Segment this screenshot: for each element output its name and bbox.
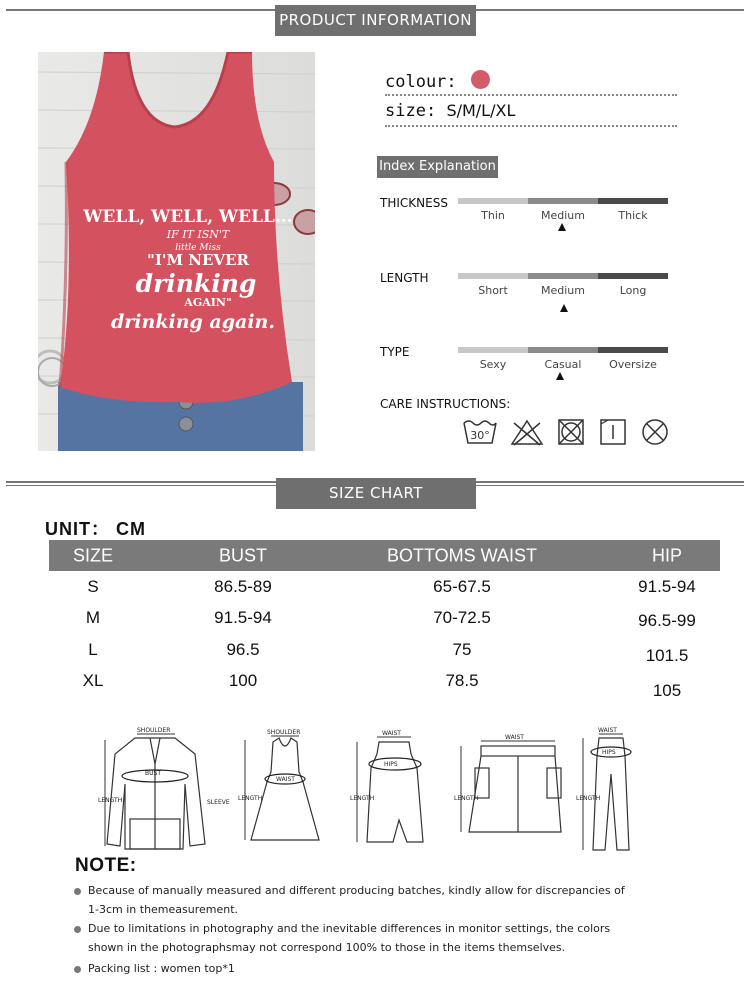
header-cell: SIZE	[72, 545, 114, 565]
scale-option: Long	[619, 284, 647, 297]
cell: 91.5-94	[638, 576, 696, 596]
unit-label: UNIT： CM	[45, 519, 146, 539]
type-scale-bar	[458, 347, 668, 353]
diagram-label: WAIST	[598, 727, 617, 734]
cell: 96.5-99	[638, 611, 696, 631]
mini-skirt-diagram-icon	[461, 741, 561, 832]
length-scale-bar	[458, 273, 668, 279]
scale-label-length: LENGTH	[380, 271, 429, 285]
section-banner-size-chart: SIZE CHART	[276, 478, 476, 509]
scale-option: Short	[478, 284, 508, 297]
skirt-diagram-icon	[357, 737, 423, 842]
cell: M	[85, 608, 101, 628]
diagram-label: LENGTH	[576, 795, 601, 802]
scale-option: Thick	[618, 209, 648, 222]
table-row	[49, 603, 720, 635]
cell: XL	[82, 671, 104, 691]
slogan-line: drinking	[135, 269, 257, 298]
colour-row	[385, 70, 677, 96]
line-dry-icon	[598, 417, 628, 447]
header-cell: HIP	[651, 545, 683, 565]
cell: 70-72.5	[433, 608, 491, 628]
header-cell: BUST	[218, 545, 268, 565]
table-row	[49, 634, 720, 666]
bullet-icon	[74, 966, 81, 973]
no-bleach-icon	[510, 417, 544, 447]
diagram-label: WAIST	[382, 730, 401, 737]
scale-option: Medium	[541, 209, 585, 222]
slogan-line: drinking again.	[111, 311, 275, 333]
diagram-label: WAIST	[276, 776, 295, 783]
table-row	[49, 666, 720, 698]
svg-text:30°: 30°	[470, 429, 490, 442]
no-dry-clean-icon	[640, 417, 670, 447]
bullet-icon	[74, 926, 81, 933]
size-table-header	[49, 540, 720, 571]
note-item: Due to limitations in photography and the inevitable differences in monitor settings, the colors shown in the photographsmay not correspond 100% to those in the items themselves.	[88, 922, 611, 954]
cell: 100	[228, 671, 258, 691]
cell: L	[88, 639, 98, 659]
diagram-label: HIPS	[384, 761, 398, 768]
slogan-line: IF IT ISN'T	[166, 228, 230, 241]
note-item: Packing list : women top*1	[88, 962, 235, 975]
table-row	[49, 571, 720, 603]
size-row	[385, 101, 677, 127]
diagram-label: SLEEVE	[207, 799, 230, 806]
cell: 91.5-94	[214, 608, 272, 628]
cell: 78.5	[445, 671, 479, 691]
scale-label-thickness: THICKNESS	[380, 196, 448, 210]
size-value: S/M/L/XL	[446, 101, 516, 120]
diagram-label: LENGTH	[238, 795, 263, 802]
diagram-label: LENGTH	[454, 795, 479, 802]
scale-label-type: TYPE	[380, 345, 410, 359]
colour-label: colour:	[385, 72, 457, 92]
cell: 105	[652, 680, 682, 700]
cell: 86.5-89	[214, 576, 272, 596]
diagram-label: LENGTH	[98, 797, 123, 804]
length-options	[458, 284, 668, 297]
thickness-scale-bar	[458, 198, 668, 204]
scale-option: Casual	[544, 358, 582, 371]
cell: S	[87, 576, 99, 596]
scale-option: Medium	[541, 284, 585, 297]
cell: 65-67.5	[433, 576, 491, 596]
wash-30-icon	[462, 417, 498, 447]
scale-option: Oversize	[609, 358, 657, 371]
size-label: size:	[385, 101, 437, 121]
diagram-label: SHOULDER	[267, 729, 301, 736]
measurement-diagrams	[95, 724, 655, 858]
diagram-label: HIPS	[602, 749, 616, 756]
header-cell: BOTTOMS WAIST	[386, 545, 538, 565]
product-image	[38, 52, 315, 451]
dress-diagram-icon	[245, 736, 319, 840]
diagram-label: LENGTH	[350, 795, 375, 802]
index-explanation-badge: Index Explanation	[377, 156, 498, 178]
diagram-label: BUST	[145, 770, 161, 777]
selected-marker-icon	[556, 372, 564, 380]
cell: 96.5	[226, 639, 260, 659]
diagram-label: WAIST	[505, 734, 524, 741]
selected-marker-icon	[558, 223, 566, 231]
type-options	[458, 358, 668, 371]
bullet-icon	[74, 888, 81, 895]
slogan-line: WELL, WELL, WELL...	[83, 207, 293, 227]
cell: 101.5	[645, 646, 689, 666]
no-tumble-dry-icon	[556, 417, 586, 447]
care-icons	[462, 417, 670, 447]
note-item: Because of manually measured and different producing batches, kindly allow for discrepancies of 1-3cm in themeasurement.	[88, 884, 625, 916]
selected-marker-icon	[560, 304, 568, 312]
jacket-diagram-icon	[105, 734, 205, 849]
slogan-line: "I'M NEVER	[147, 251, 249, 269]
size-table	[49, 540, 720, 700]
slogan-line: little Miss	[175, 243, 221, 253]
care-instructions-label: CARE INSTRUCTIONS:	[380, 397, 511, 411]
note-title: NOTE:	[75, 855, 137, 876]
thickness-options	[458, 209, 668, 222]
section-banner-product-information: PRODUCT INFORMATION	[275, 5, 476, 36]
colour-swatch[interactable]	[471, 70, 490, 89]
slogan-line: AGAIN"	[184, 296, 232, 309]
scale-option: Sexy	[479, 358, 507, 371]
cell: 75	[452, 639, 472, 659]
scale-option: Thin	[481, 209, 505, 222]
diagram-label: SHOULDER	[137, 727, 171, 734]
